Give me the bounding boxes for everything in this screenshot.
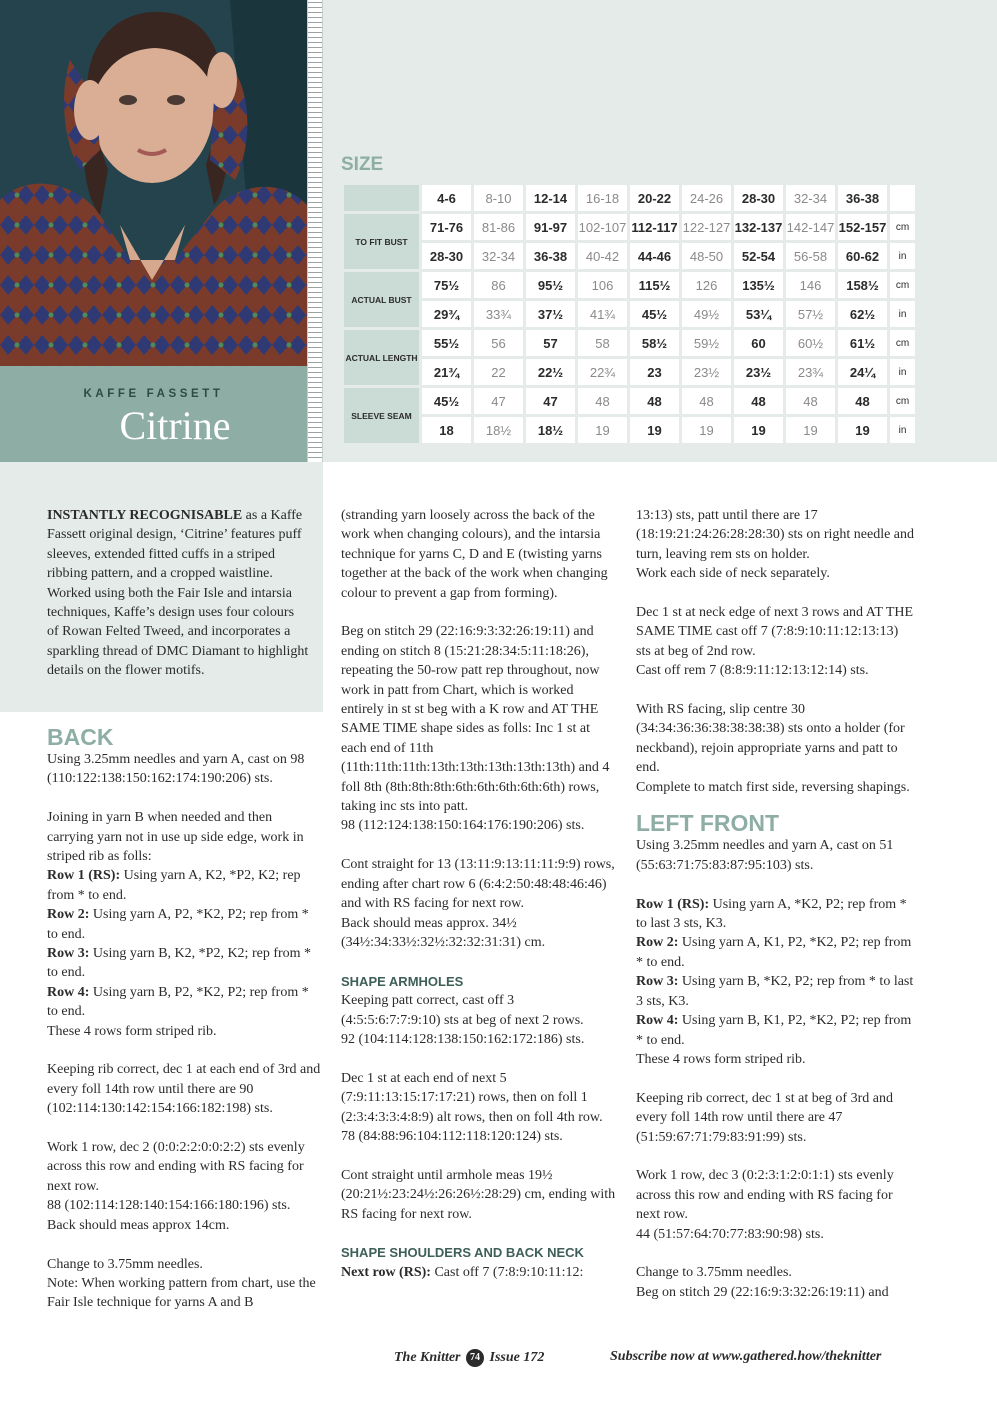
size-value-cell: 106	[578, 272, 627, 298]
size-value-cell: 32-34	[786, 185, 835, 211]
back-chart: Beg on stitch 29 (22:16:9:3:32:26:19:11) and ending on stitch 8 (15:21:28:34:5:11:18:26), repeating the 50-row patt rep throughout, now work in patt from Chart, which is worked entirely in st st beg with a K row and AT THE SAME TIME shape sides as folls: Inc 1 st at each end of 11th (11th:11th:11th:13th:13th:13th:13th:13th) and 4 foll 8th (8th:8th:8th:6th:6th:6th:6th:6th) rows, taking inc sts into patt.	[341, 624, 610, 815]
size-label-cell: ACTUAL BUST	[344, 272, 419, 327]
armholes-dec: Dec 1 st at each end of next 5 (7:9:11:13:15:17:17:21) rows, then on foll 1 (2:3:4:3:3:4:8:9) alt rows, then on foll 4th row.	[341, 1070, 603, 1125]
size-row	[344, 417, 915, 443]
size-unit-cell: cm	[890, 330, 915, 356]
size-value-cell: 45½	[630, 301, 679, 327]
size-unit-cell	[890, 185, 915, 211]
size-value-cell: 55½	[422, 330, 471, 356]
lf-rib-row-2: Row 2: Using yarn A, K1, P2, *K2, P2; rep from * to end.	[636, 935, 912, 970]
size-value-cell: 33¾	[474, 301, 523, 327]
size-value-cell: 112-117	[630, 214, 679, 240]
size-value-cell: 60-62	[838, 243, 887, 269]
back-decrease: Keeping rib correct, dec 1 at each end of 3rd and every foll 14th row until there are 90 (102:114:130:142:154:166:182:198) sts.	[47, 1062, 321, 1117]
size-value-cell: 20-22	[630, 185, 679, 211]
subscribe-link[interactable]: Subscribe now at www.gathered.how/theknitter	[610, 1349, 882, 1364]
size-value-cell: 18	[422, 417, 471, 443]
size-value-cell: 47	[474, 388, 523, 414]
lf-decrease: Keeping rib correct, dec 1 st at beg of 3rd and every foll 14th row until there are 47 (51:59:67:71:79:83:91:99) sts.	[636, 1090, 893, 1145]
size-value-cell: 81-86	[474, 214, 523, 240]
size-value-cell: 91-97	[526, 214, 575, 240]
size-row	[344, 388, 915, 414]
size-unit-cell: in	[890, 301, 915, 327]
neck-patt: 13:13) sts, patt until there are 17 (18:19:21:24:26:28:28:30) sts on right needle and turn, leaving rem sts on holder.	[636, 508, 915, 562]
size-value-cell: 36-38	[838, 185, 887, 211]
back-measure: Back should meas approx 14cm.	[47, 1217, 230, 1233]
column-1	[47, 724, 322, 1313]
size-row	[344, 214, 915, 240]
size-value-cell: 23	[630, 359, 679, 385]
size-value-cell: 75½	[422, 272, 471, 298]
size-row	[344, 301, 915, 327]
size-value-cell: 49½	[682, 301, 731, 327]
size-value-cell: 22	[474, 359, 523, 385]
size-row	[344, 272, 915, 298]
size-label-cell: TO FIT BUST	[344, 214, 419, 269]
size-value-cell: 48	[734, 388, 783, 414]
back-cast-on: Using 3.25mm needles and yarn A, cast on 98 (110:122:138:150:162:174:190:206) sts.	[47, 752, 305, 787]
size-value-cell: 16-18	[578, 185, 627, 211]
back-work-row: Work 1 row, dec 2 (0:0:2:2:0:0:2:2) sts evenly across this row and ending with RS facing for next row.	[47, 1140, 305, 1194]
lf-work-row: Work 1 row, dec 3 (0:2:3:1:2:0:1:1) sts evenly across this row and ending with RS facing for next row.	[636, 1168, 894, 1223]
size-value-cell: 19	[630, 417, 679, 443]
size-value-cell: 135½	[734, 272, 783, 298]
size-value-cell: 37½	[526, 301, 575, 327]
intro-text	[47, 506, 309, 681]
armholes-count: 92 (104:114:128:138:150:162:172:186) sts.	[341, 1031, 585, 1047]
lf-rib-row-1: Row 1 (RS): Using yarn A, *K2, P2; rep from * to last 3 sts, K3.	[636, 896, 907, 932]
size-value-cell: 19	[838, 417, 887, 443]
size-value-cell: 23½	[734, 359, 783, 385]
size-value-cell: 19	[786, 417, 835, 443]
size-value-cell: 58	[578, 330, 627, 356]
size-value-cell: 102-107	[578, 214, 627, 240]
size-value-cell: 122-127	[682, 214, 731, 240]
size-value-cell: 47	[526, 388, 575, 414]
size-value-cell: 95½	[526, 272, 575, 298]
armholes-cast-off: Keeping patt correct, cast off 3 (4:5:5:6:7:7:9:10) sts at beg of next 2 rows.	[341, 993, 584, 1028]
size-value-cell: 19	[682, 417, 731, 443]
size-value-cell: 53¼	[734, 301, 783, 327]
lf-rib-row-3: Row 3: Using yarn B, *K2, P2; rep from * to last 3 sts, K3.	[636, 974, 914, 1009]
size-value-cell: 132-137	[734, 214, 783, 240]
size-value-cell: 57½	[786, 301, 835, 327]
size-value-cell: 45½	[422, 388, 471, 414]
size-value-cell: 18½	[474, 417, 523, 443]
back-note: Note: When working pattern from chart, use the Fair Isle technique for yarns A and B	[47, 1275, 316, 1311]
size-value-cell: 23½	[682, 359, 731, 385]
back-heading: BACK	[47, 724, 114, 750]
size-value-cell: 36-38	[526, 243, 575, 269]
size-value-cell: 24-26	[682, 185, 731, 211]
size-value-cell: 86	[474, 272, 523, 298]
size-value-cell: 152-157	[838, 214, 887, 240]
size-value-cell: 146	[786, 272, 835, 298]
column-3	[636, 506, 916, 1302]
shape-armholes-heading: SHAPE ARMHOLES	[341, 973, 464, 989]
size-value-cell: 40-42	[578, 243, 627, 269]
size-value-cell: 126	[682, 272, 731, 298]
size-value-cell: 57	[526, 330, 575, 356]
back-change-needles: Change to 3.75mm needles.	[47, 1256, 203, 1272]
armholes-count-2: 78 (84:88:96:104:112:118:120:124) sts.	[341, 1128, 563, 1144]
lf-change-needles: Change to 3.75mm needles.	[636, 1265, 792, 1281]
size-value-cell: 32-34	[474, 243, 523, 269]
issue-number: Issue 172	[489, 1350, 545, 1366]
neck-dec: Dec 1 st at neck edge of next 3 rows and AT THE SAME TIME cast off 7 (7:8:9:10:11:12:13:13) sts at beg of 2nd row.	[636, 605, 914, 659]
size-value-cell: 59½	[682, 330, 731, 356]
size-value-cell: 12-14	[526, 185, 575, 211]
column-2	[341, 506, 616, 1282]
size-unit-cell: in	[890, 417, 915, 443]
size-value-cell: 29¾	[422, 301, 471, 327]
size-value-cell: 60	[734, 330, 783, 356]
size-value-cell: 58½	[630, 330, 679, 356]
intro-body: as a Kaffe Fassett original design, ‘Citrine’ features puff sleeves, extended fitted cuffs in a striped ribbing pattern, and a cropped waistline. Worked using both the Fair Isle and intarsia techniques, Kaffe’s design uses four colours of Rowan Felted Tweed, and incorporates a sparkling thread of DMC Diamant to highlight details on the flower motifs.	[47, 508, 309, 679]
designer-name: KAFFE FASSETT	[83, 388, 224, 400]
back-stitch-count: 88 (102:114:128:140:154:166:180:196) sts.	[47, 1198, 291, 1214]
size-value-cell: 115½	[630, 272, 679, 298]
neck-complete: Complete to match first side, reversing shapings.	[636, 779, 910, 795]
size-label-cell	[344, 185, 419, 211]
lf-rib-row-4: Row 4: Using yarn B, K1, P2, *K2, P2; rep from * to end.	[636, 1013, 912, 1048]
size-value-cell: 24¼	[838, 359, 887, 385]
size-value-cell: 48	[630, 388, 679, 414]
shape-shoulders-heading: SHAPE SHOULDERS AND BACK NECK	[341, 1245, 584, 1261]
size-value-cell: 56-58	[786, 243, 835, 269]
size-value-cell: 48	[682, 388, 731, 414]
shoulders-next-row: Next row (RS): Cast off 7 (7:8:9:10:11:12:	[341, 1264, 584, 1280]
page-number: 74	[466, 1349, 484, 1367]
size-value-cell: 48	[786, 388, 835, 414]
size-value-cell: 18½	[526, 417, 575, 443]
back-rib-row-4: Row 4: Using yarn B, P2, *K2, P2; rep from * to end.	[47, 984, 309, 1020]
size-value-cell: 19	[578, 417, 627, 443]
size-heading: SIZE	[341, 154, 384, 175]
size-value-cell: 48-50	[682, 243, 731, 269]
size-value-cell: 23¾	[786, 359, 835, 385]
size-label-cell: ACTUAL LENGTH	[344, 330, 419, 385]
size-label-cell: SLEEVE SEAM	[344, 388, 419, 443]
size-value-cell: 48	[578, 388, 627, 414]
spiral-binding	[307, 0, 323, 462]
size-value-cell: 4-6	[422, 185, 471, 211]
size-value-cell: 52-54	[734, 243, 783, 269]
size-value-cell: 22½	[526, 359, 575, 385]
magazine-name: The Knitter	[394, 1350, 461, 1366]
armholes-cont: Cont straight until armhole meas 19½ (20:21½:23:24½:26:26½:28:29) cm, ending with RS facing for next row.	[341, 1167, 616, 1222]
size-value-cell: 56	[474, 330, 523, 356]
back-rib-summary: These 4 rows form striped rib.	[47, 1023, 217, 1039]
neck-separately: Work each side of neck separately.	[636, 566, 830, 582]
back-chart-count: 98 (112:124:138:150:164:176:190:206) sts.	[341, 818, 585, 834]
size-row	[344, 359, 915, 385]
size-value-cell: 19	[734, 417, 783, 443]
size-unit-cell: in	[890, 359, 915, 385]
size-row	[344, 243, 915, 269]
size-value-cell: 62½	[838, 301, 887, 327]
size-value-cell: 28-30	[422, 243, 471, 269]
back-rib-row-1: Row 1 (RS): Using yarn A, K2, *P2, K2; rep from * to end.	[47, 868, 301, 903]
left-front-heading: LEFT FRONT	[636, 810, 780, 837]
pattern-title: Citrine	[119, 403, 231, 448]
size-value-cell: 60½	[786, 330, 835, 356]
size-value-cell: 41¾	[578, 301, 627, 327]
neck-slip-centre: With RS facing, slip centre 30 (34:34:36:36:38:38:38:38) sts onto a holder (for neckband), rejoin appropriate yarns and patt to end.	[636, 702, 905, 776]
size-value-cell: 71-76	[422, 214, 471, 240]
size-row	[344, 185, 915, 211]
size-value-cell: 142-147	[786, 214, 835, 240]
size-table	[341, 182, 918, 446]
size-value-cell: 21¾	[422, 359, 471, 385]
neck-cast-off: Cast off rem 7 (8:8:9:11:12:13:12:14) sts.	[636, 663, 869, 679]
size-value-cell: 28-30	[734, 185, 783, 211]
back-rib-intro: Joining in yarn B when needed and then carrying yarn not in use up side edge, work in striped rib as folls:	[47, 810, 304, 865]
lf-begin-stitch: Beg on stitch 29 (22:16:9:3:32:26:19:11) and	[636, 1284, 889, 1300]
size-unit-cell: in	[890, 243, 915, 269]
left-front-cast-on: Using 3.25mm needles and yarn A, cast on 51 (55:63:71:75:83:87:95:103) sts.	[636, 838, 894, 873]
intro-lead: INSTANTLY RECOGNISABLE	[47, 508, 243, 523]
size-value-cell: 48	[838, 388, 887, 414]
size-row	[344, 330, 915, 356]
footer-issue	[394, 1349, 544, 1367]
size-value-cell: 158½	[838, 272, 887, 298]
back-rib-row-2: Row 2: Using yarn A, P2, *K2, P2; rep from * to end.	[47, 907, 309, 942]
back-rib-row-3: Row 3: Using yarn B, K2, *P2, K2; rep from * to end.	[47, 946, 312, 981]
size-value-cell: 22¾	[578, 359, 627, 385]
size-unit-cell: cm	[890, 214, 915, 240]
back-meas-2: Back should meas approx. 34½ (34½:34:33½:32½:32:32:31:31) cm.	[341, 915, 546, 950]
back-cont-straight: Cont straight for 13 (13:11:9:13:11:11:9:9) rows, ending after chart row 6 (6:4:2:50:48:48:46:46) and with RS facing for next row.	[341, 857, 615, 912]
size-value-cell: 8-10	[474, 185, 523, 211]
back-technique: (stranding yarn loosely across the back of the work when changing colours), and the intarsia technique for yarns C, D and E (twisting yarns together at the back of the work when changing colour to prevent a gap from forming).	[341, 508, 608, 601]
lf-rib-summary: These 4 rows form striped rib.	[636, 1051, 806, 1067]
model-photo	[0, 0, 307, 366]
lf-stitch-count: 44 (51:57:64:70:77:83:90:98) sts.	[636, 1226, 824, 1242]
size-value-cell: 61½	[838, 330, 887, 356]
size-value-cell: 44-46	[630, 243, 679, 269]
size-unit-cell: cm	[890, 388, 915, 414]
size-unit-cell: cm	[890, 272, 915, 298]
